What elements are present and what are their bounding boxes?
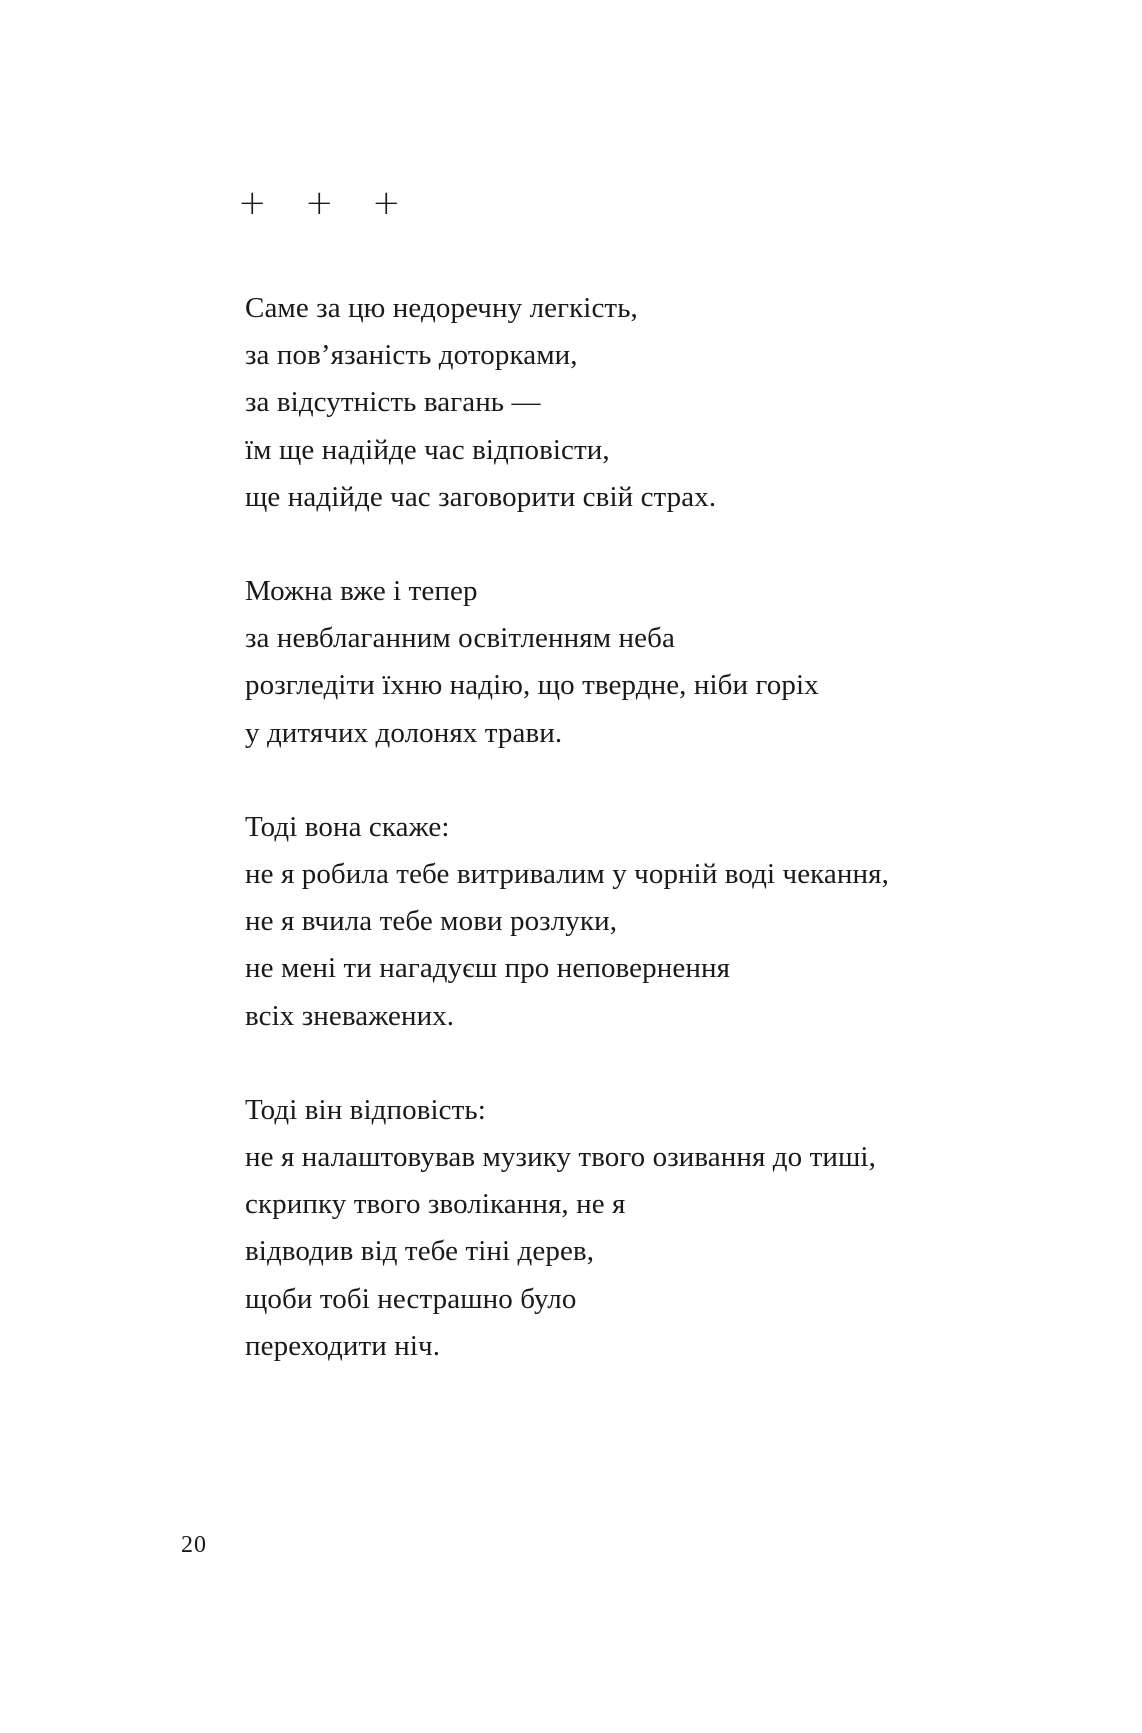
poem-line: скрипку твого зволікання, не я — [245, 1188, 626, 1221]
poem-line: їм ще надійде час відповісти, — [245, 433, 610, 466]
poem-line: не я вчила тебе мови розлуки, — [245, 905, 618, 938]
poem-line: всіх зневажених. — [245, 999, 455, 1032]
poem-line: не я робила тебе витривалим у чорній воді чекання, — [245, 858, 889, 891]
section-ornament — [238, 183, 439, 223]
poem-line: ще надійде час заговорити свій страх. — [245, 480, 717, 513]
poem-line: переходити ніч. — [245, 1329, 441, 1362]
poem-line: не я налаштовував музику твого озивання до тиші, — [245, 1141, 876, 1174]
stanza-2 — [245, 568, 1095, 757]
poem-line: щоби тобі нестрашно було — [245, 1282, 577, 1315]
stanza-3 — [245, 804, 1095, 1040]
poem-line: розгледіти їхню надію, що тверднe, ніби горіх — [245, 669, 819, 702]
poem-line: у дитячих долонях трави. — [245, 716, 563, 749]
poem-line: Тоді він відповість: — [245, 1093, 486, 1126]
poem — [245, 285, 1095, 1417]
ornament-cross: + — [238, 183, 267, 223]
stanza-4 — [245, 1087, 1095, 1370]
poem-line: за невблаганним освітленням неба — [245, 622, 675, 655]
poem-line: за пов’язаність доторками, — [245, 339, 578, 372]
poem-line: Саме за цю недоречну легкість, — [245, 292, 638, 324]
ornament-cross: + — [372, 183, 401, 223]
poem-line: не мені ти нагадуєш про неповернення — [245, 952, 731, 985]
ornament-cross: + — [305, 183, 334, 223]
poem-line: відводив від тебе тіні дерев, — [245, 1235, 595, 1268]
page-number: 20 — [181, 1532, 207, 1558]
poem-line: Можна вже і тепер — [245, 575, 478, 608]
stanza-1 — [245, 285, 1095, 521]
poem-line: за відсутність вагань — — [245, 386, 541, 419]
poem-line: Тоді вона скаже: — [245, 810, 450, 843]
